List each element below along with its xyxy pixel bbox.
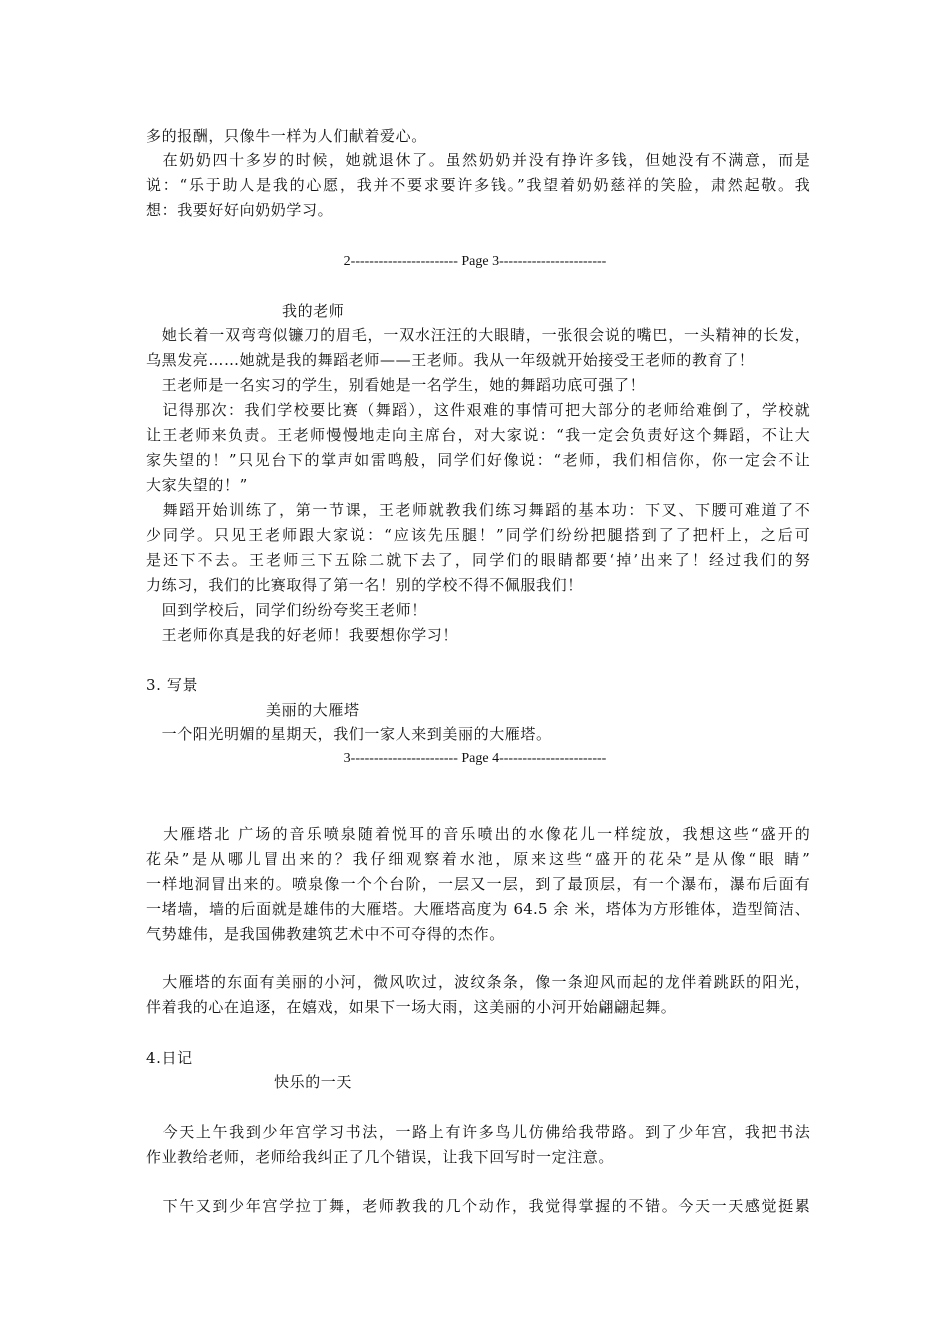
essay-title: 快乐的一天 (274, 1073, 353, 1091)
section-heading: 4.日记 (146, 1049, 193, 1067)
essay-title: 美丽的大雁塔 (266, 701, 360, 719)
text-line: 一样地洞冒出来的。喷泉像一个个台阶，一层又一层，到了最顶层，有一个瀑布，瀑布后面有 (146, 875, 810, 893)
text-line: 家失望的！”只见台下的掌声如雷鸣般，同学们好像说：“老师，我们相信你，你一定会不让 (146, 451, 810, 469)
text-line: 回到学校后，同学们纷纷夸奖王老师！ (146, 601, 427, 619)
text-line: 想：我要好好向奶奶学习。 (146, 201, 334, 219)
text-line: 说：“乐于助人是我的心愿，我并不要求要许多钱。”我望着奶奶慈祥的笑脸，肃然起敬。我 (146, 176, 810, 194)
text-line: 一个阳光明媚的星期天，我们一家人来到美丽的大雁塔。 (146, 725, 552, 743)
text-line: 让王老师来负责。王老师慢慢地走向主席台，对大家说：“我一定会负责好这个舞蹈，不让大 (146, 426, 810, 444)
text-line: 王老师是一名实习的学生，别看她是一名学生，她的舞蹈功底可强了！ (146, 376, 646, 394)
text-line: 大雁塔北 广场的音乐喷泉随着悦耳的音乐喷出的水像花儿一样绽放，我想这些“盛开的 (146, 825, 810, 843)
text-line: 今天上午我到少年宫学习书法，一路上有许多鸟儿仿佛给我带路。到了少年宫，我把书法 (146, 1123, 810, 1141)
text-line: 下午又到少年宫学拉丁舞，老师教我的几个动作，我觉得掌握的不错。今天一天感觉挺累 (146, 1197, 810, 1215)
text-line: 多的报酬，只像牛一样为人们献着爱心。 (146, 127, 427, 145)
text-line: 少同学。只见王老师跟大家说：“应该先压腿！”同学们纷纷把腿搭到了了把杆上，之后可 (146, 526, 810, 544)
section-heading: 3. 写景 (146, 676, 199, 694)
text-line: 一堵墙，墙的后面就是雄伟的大雁塔。大雁塔高度为 64.5 余 米，塔体为方形锥体，造型简洁、 (146, 900, 810, 918)
text-line: 王老师你真是我的好老师！我要想你学习！ (146, 626, 459, 644)
text-line: 力练习，我们的比赛取得了第一名！别的学校不得不佩服我们！ (146, 576, 583, 594)
text-line: 大雁塔的东面有美丽的小河，微风吹过，波纹条条，像一条迎风而起的龙伴着跳跃的阳光， (146, 973, 810, 991)
text-line: 花朵”是从哪儿冒出来的？我仔细观察着水池，原来这些“盛开的花朵”是从像“眼 睛” (146, 850, 810, 868)
essay-title: 我的老师 (282, 302, 345, 320)
text-line: 气势雄伟，是我国佛教建筑艺术中不可夺得的杰作。 (146, 925, 505, 943)
text-line: 在奶奶四十多岁的时候，她就退休了。虽然奶奶并没有挣许多钱，但她没有不满意，而是 (146, 151, 810, 169)
text-line: 舞蹈开始训练了，第一节课，王老师就教我们练习舞蹈的基本功：下叉、下腰可难道了不 (146, 501, 810, 519)
text-line: 大家失望的！” (146, 476, 248, 494)
text-line: 她长着一双弯弯似镰刀的眉毛，一双水汪汪的大眼睛，一张很会说的嘴巴，一头精神的长发， (146, 326, 810, 344)
page-separator: 3----------------------- Page 4----------------------- (343, 751, 607, 766)
page-separator: 2----------------------- Page 3----------------------- (343, 254, 607, 269)
text-line: 乌黑发亮……她就是我的舞蹈老师——王老师。我从一年级就开始接受王老师的教育了！ (146, 351, 755, 369)
text-line: 是还下不去。王老师三下五除二就下去了，同学们的眼睛都要‘掉’出来了！经过我们的努 (146, 551, 810, 569)
text-line: 作业教给老师，老师给我纠正了几个错误，让我下回写时一定注意。 (146, 1148, 615, 1166)
text-line: 记得那次：我们学校要比赛（舞蹈），这件艰难的事情可把大部分的老师给难倒了，学校就 (146, 401, 810, 419)
text-line: 伴着我的心在追逐，在嬉戏，如果下一场大雨，这美丽的小河开始翩翩起舞。 (146, 998, 677, 1016)
